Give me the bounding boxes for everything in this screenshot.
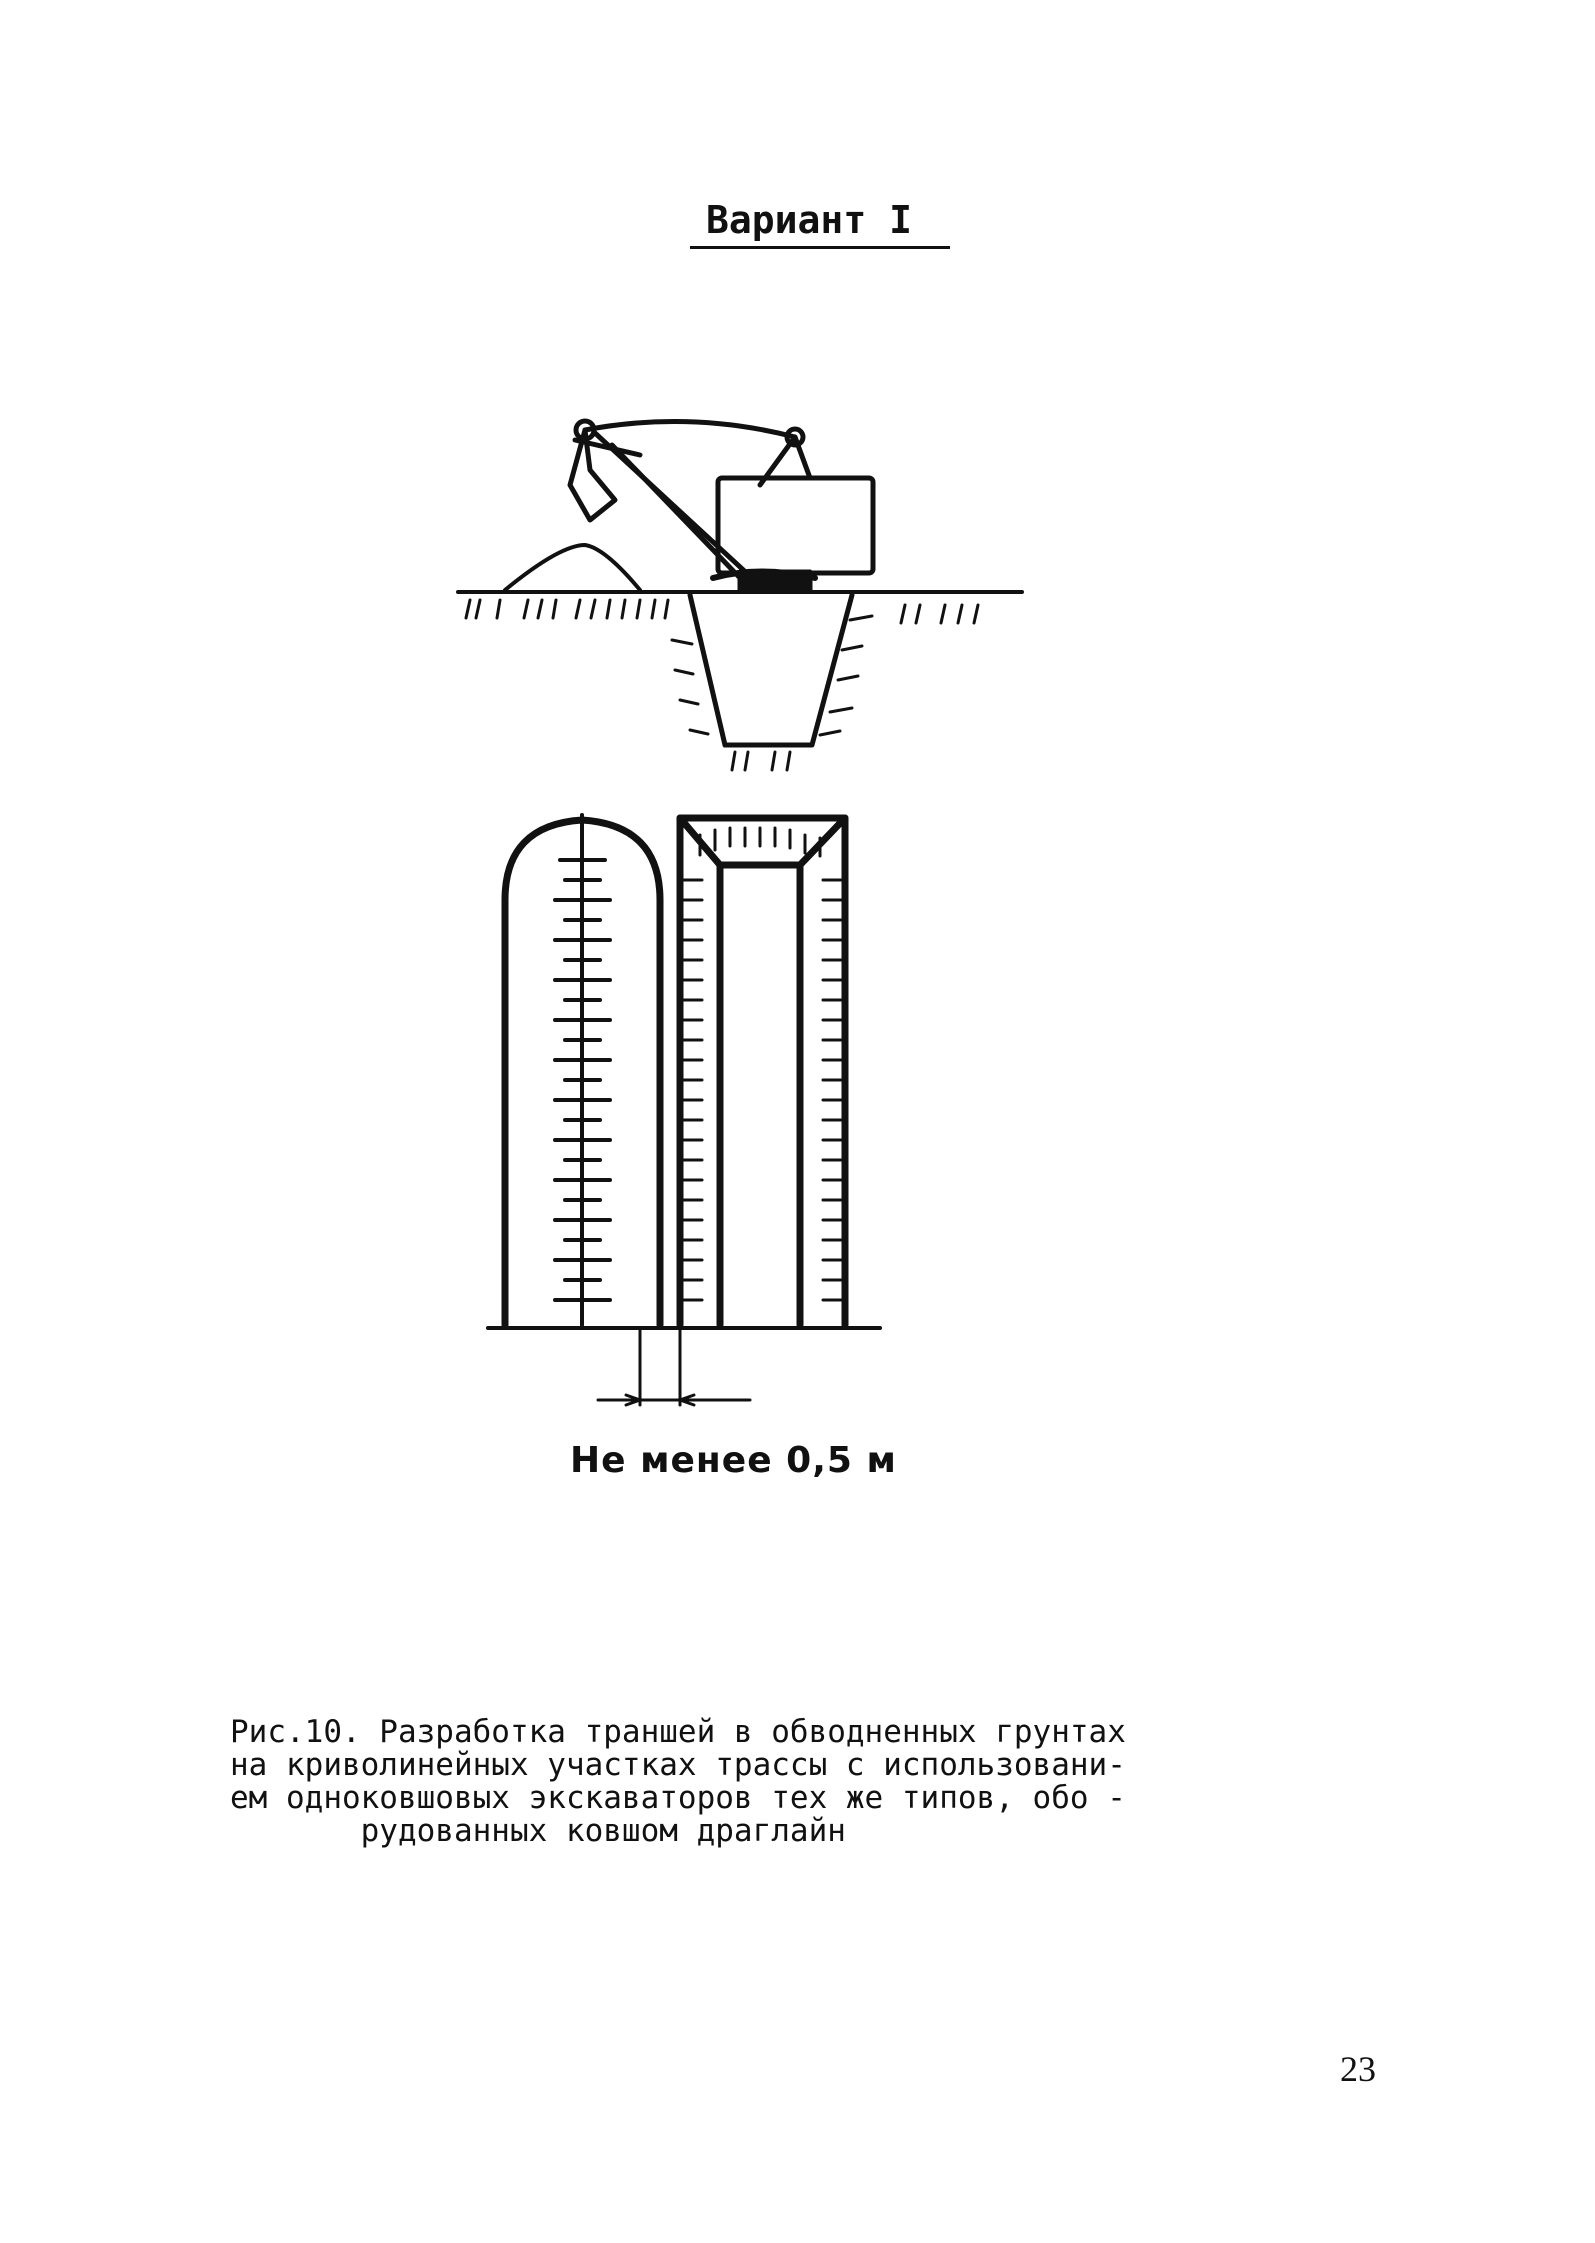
figure-caption — [230, 1716, 1290, 1848]
dimension-marker — [598, 1330, 750, 1405]
caption-line: Рис.10. Разработка траншей в обводненных грунтах — [230, 1714, 1126, 1750]
trench-plan-right — [680, 818, 845, 1325]
caption-line: рудованных ковшом драглайн — [230, 1813, 846, 1849]
dimension-label: Не менее 0,5 м — [570, 1440, 897, 1481]
trench-plan-ticks — [684, 828, 841, 1300]
caption-line: ем одноковшовых экскаваторов тех же типов, обо - — [230, 1780, 1126, 1816]
caption-line: на криволинейных участках трассы с использовани- — [230, 1747, 1126, 1783]
spoil-pile — [505, 545, 640, 590]
variant-title: Вариант I — [0, 198, 1500, 249]
trench-section — [690, 595, 852, 745]
page-number: 23 — [1340, 2049, 1376, 2089]
soil-hatching — [466, 600, 978, 770]
